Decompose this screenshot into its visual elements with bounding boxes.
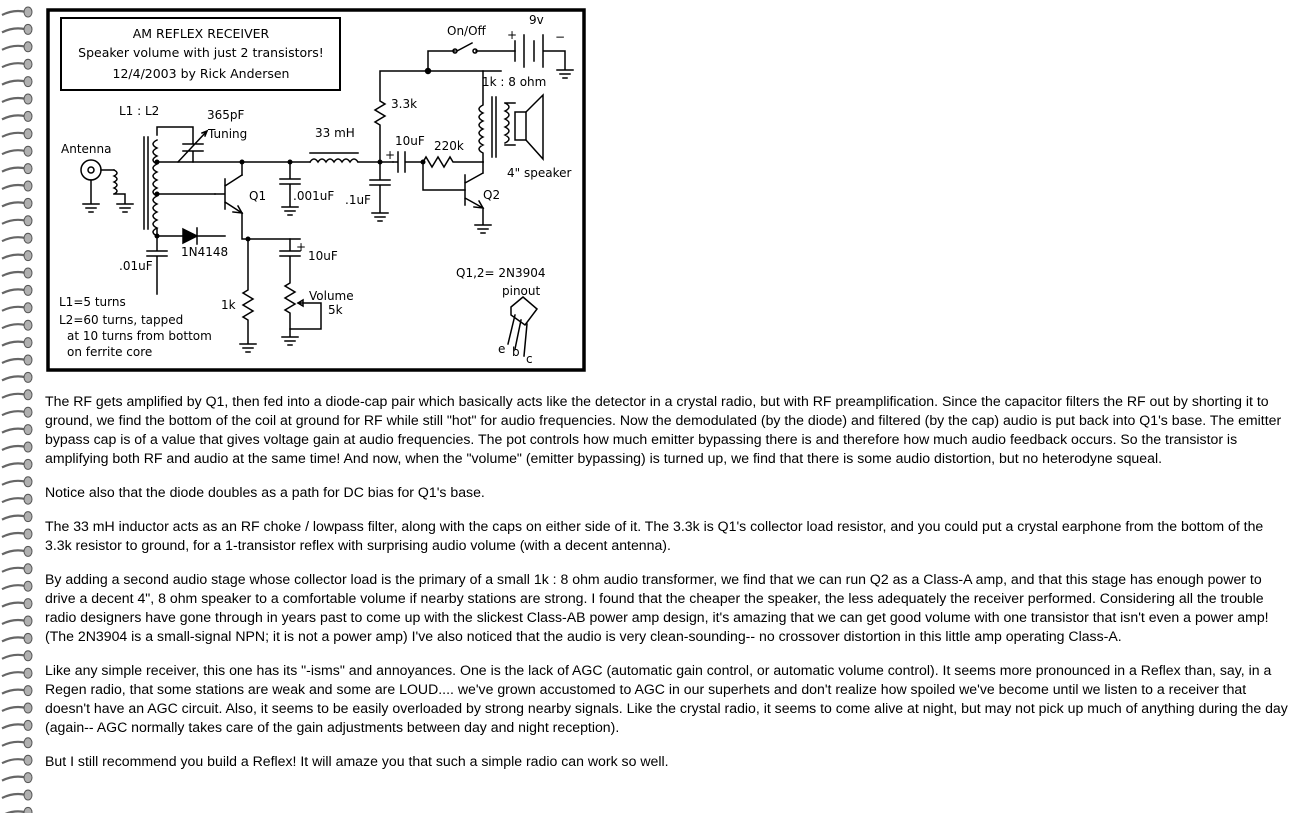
- label-battery-minus: −: [555, 30, 566, 44]
- binding-ring: [2, 442, 32, 452]
- label-1n4148: 1N4148: [181, 245, 229, 259]
- label-transformer: 1k : 8 ohm: [482, 75, 547, 89]
- binding-ring: [2, 633, 32, 643]
- label-pin-c: c: [526, 352, 533, 366]
- label-5k: 5k: [328, 303, 343, 317]
- binding-ring: [2, 599, 32, 609]
- binding-ring: [2, 668, 32, 678]
- binding-ring: [2, 773, 32, 783]
- label-plus-coupling: +: [385, 148, 396, 162]
- binding-ring: [2, 738, 32, 748]
- label-10uf-emitter: 10uF: [308, 249, 338, 263]
- binding-ring: [2, 494, 32, 504]
- binding-ring: [2, 703, 32, 713]
- label-tuning: Tuning: [208, 127, 248, 141]
- paragraph-5: Like any simple receiver, this one has its "-isms" and annoyances. One is the lack of AGC (automatic gain control, or automatic volume control). It seems more pronounced in a Reflex than, say, in a Regen radio, that some stations are weak and some are LOUD.... we've grown accustomed to AGC in our superhets and don't realize how spoiled we've become until we listen to a receiver that doesn't have an AGC circuit. Also, it seems to be easily overloaded by strong nearby signals. Like the crystal radio, it seems to come alive at night, but may not pick up much of anything during the day (again-- AGC normally takes care of the gain adjustments between day and night reception).: [45, 662, 1288, 735]
- label-01uf: .1uF: [345, 193, 371, 207]
- speaker-symbol: [515, 95, 543, 159]
- capacitor-0-1uf: [370, 162, 390, 221]
- binding-ring: [2, 216, 32, 226]
- label-plus-emitter: +: [296, 240, 307, 254]
- ferrite-core: [144, 137, 148, 229]
- binding-ring: [2, 42, 32, 52]
- binding-ring: [2, 59, 32, 69]
- label-pinout: pinout: [502, 284, 541, 298]
- l2-coil: [153, 140, 157, 236]
- spiral-binding: [0, 0, 38, 813]
- binding-ring: [2, 355, 32, 365]
- label-9v: 9v: [529, 13, 544, 27]
- label-antenna: Antenna: [61, 142, 112, 156]
- binding-ring: [2, 338, 32, 348]
- binding-ring: [2, 425, 32, 435]
- binding-ring: [2, 477, 32, 487]
- title-line-1: AM REFLEX RECEIVER: [132, 26, 270, 41]
- am-reflex-receiver-schematic: [45, 7, 587, 373]
- diode-1n4148: [183, 228, 197, 244]
- binding-ring: [2, 320, 32, 330]
- binding-ring: [2, 651, 32, 661]
- binding-ring: [2, 303, 32, 313]
- binding-ring: [2, 164, 32, 174]
- junction-dot: [426, 69, 431, 74]
- binding-ring: [2, 94, 32, 104]
- paragraph-2: Notice also that the diode doubles as a path for DC bias for Q1's base.: [45, 484, 485, 500]
- binding-ring: [2, 129, 32, 139]
- paragraph-1: The RF gets amplified by Q1, then fed into a diode-cap pair which basically acts like the detector in a crystal radio, but with RF preamplification. Since the capacitor filters the RF out by shorting it to ground, we find the bottom of the coil at ground for RF while still "hot" for audio frequencies. Now the demodulated (by the diode) and filtered (by the cap) audio is put back into Q1's base. The emitter bypass cap is of a value that gives voltage gain at audio frequencies. The pot controls how much emitter bypassing there is and therefore how much audio feedback occurs. So the transistor is amplifying both RF and audio at the same time! And now, when the "volume" (emitter bypassing) is turned up, we find that there is some audio distortion, but no heterodyne squeal.: [45, 393, 1282, 466]
- binding-ring: [2, 529, 32, 539]
- transistor-q1: [215, 175, 242, 213]
- rf-wiring: [147, 162, 242, 294]
- label-battery-plus: +: [507, 28, 518, 42]
- resistor-220k: [423, 157, 483, 167]
- note-line-1: L1=5 turns: [59, 295, 126, 309]
- label-pin-e: e: [498, 342, 506, 356]
- binding-ring: [2, 581, 32, 591]
- label-365pf: 365pF: [207, 108, 245, 122]
- label-3-3k: 3.3k: [391, 97, 418, 111]
- paragraph-3: The 33 mH inductor acts as an RF choke / lowpass filter, along with the caps on either side of it. The 3.3k is Q1's collector load resistor, and you could put a crystal earphone from the bottom of the 3.3k resistor to ground, for a 1-transistor reflex with surprising audio volume (with a decent antenna).: [45, 518, 1264, 553]
- binding-ring: [2, 181, 32, 191]
- note-line-4: on ferrite core: [67, 345, 153, 359]
- binding-ring: [2, 512, 32, 522]
- binding-ring: [2, 807, 32, 813]
- paragraph-4: By adding a second audio stage whose collector load is the primary of a small 1k : 8 ohm audio transformer, we find that we can run Q2 as a Class-A amp, and that this stage has enough power to drive a decent 4", 8 ohm speaker to a comfortable volume if nearby stations are strong. I found that the cheaper the speaker, the less adequately the receiver performed. Considering all the trouble radio designers have gone through in years past to come up with the slickest Class-AB power amp design, it's amazing that we can get good volume with one transistor that isn't even a power amp! (The 2N3904 is a small-signal NPN; it is not a power amp) I've also noticed that the audio is very clean-sounding-- no crossover distortion in this little amp operating Class-A.: [45, 571, 1269, 644]
- binding-ring: [2, 111, 32, 121]
- label-1k: 1k: [221, 298, 236, 312]
- binding-ring: [2, 268, 32, 278]
- l1-coil: [114, 170, 133, 212]
- binding-ring: [2, 146, 32, 156]
- binding-ring: [2, 790, 32, 800]
- label-on-off: On/Off: [447, 24, 486, 38]
- capacitor-10uf-coupling: [393, 152, 423, 172]
- binding-ring: [2, 720, 32, 730]
- on-off-switch: [428, 43, 515, 71]
- binding-ring: [2, 285, 32, 295]
- label-220k: 220k: [434, 139, 464, 153]
- article-text: [45, 392, 1290, 786]
- label-l1-l2: L1 : L2: [119, 104, 160, 118]
- label-speaker: 4" speaker: [507, 166, 572, 180]
- label-001-uf-small: .01uF: [119, 259, 153, 273]
- binding-ring: [2, 755, 32, 765]
- label-volume: Volume: [309, 289, 354, 303]
- q1-emitter-network: [240, 213, 300, 352]
- title-line-2: Speaker volume with just 2 transistors!: [78, 45, 324, 60]
- binding-ring: [2, 546, 32, 556]
- binding-ring: [2, 7, 32, 17]
- binding-ring: [2, 686, 32, 696]
- binding-ring: [2, 459, 32, 469]
- label-33mh: 33 mH: [315, 126, 355, 140]
- label-q1: Q1: [249, 189, 267, 203]
- binding-ring: [2, 24, 32, 34]
- binding-ring: [2, 407, 32, 417]
- title-line-3: 12/4/2003 by Rick Andersen: [112, 66, 290, 81]
- binding-ring: [2, 198, 32, 208]
- binding-ring: [2, 372, 32, 382]
- binding-ring: [2, 564, 32, 574]
- note-line-3: at 10 turns from bottom: [67, 329, 212, 343]
- label-001uf: .001uF: [293, 189, 335, 203]
- binding-ring: [2, 233, 32, 243]
- label-q2: Q2: [483, 188, 501, 202]
- binding-ring: [2, 251, 32, 261]
- tuning-capacitor: [157, 127, 207, 162]
- label-10uf-coupling: 10uF: [395, 134, 425, 148]
- binding-ring: [2, 77, 32, 87]
- paragraph-6: But I still recommend you build a Reflex! It will amaze you that such a simple radio can work so well.: [45, 753, 669, 769]
- note-line-2: L2=60 turns, tapped: [59, 313, 184, 327]
- binding-ring: [2, 390, 32, 400]
- label-pin-b: b: [512, 345, 520, 359]
- label-q-type: Q1,2= 2N3904: [456, 266, 546, 280]
- antenna-symbol: [81, 160, 114, 212]
- binding-ring: [2, 616, 32, 626]
